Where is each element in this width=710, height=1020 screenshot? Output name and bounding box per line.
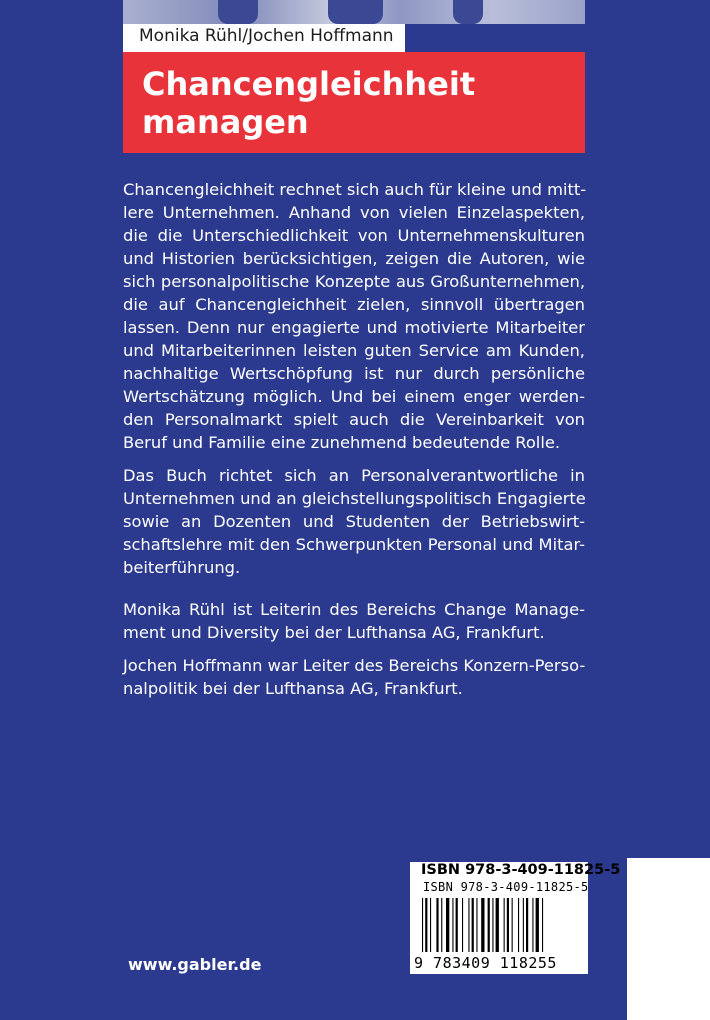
barcode-bar [422,898,423,952]
photo-detail [328,0,383,24]
barcode-bar [504,898,505,952]
barcode-bar [532,898,533,952]
paragraph1-line: Chancengleichheit rechnet sich auch für kleine und mitt- [123,180,587,199]
barcode-bar [496,898,499,952]
barcode-icon [414,896,584,954]
barcode-bar [468,898,469,952]
paragraph1-line: lassen. Denn nur engagierte und motivierte Mitarbeiter [123,318,585,337]
bio2-line: nalpolitik bei der Lufthansa AG, Frankfurt. [123,679,463,698]
barcode-bar [456,898,458,952]
barcode-bar [518,898,519,952]
barcode-bar [481,898,484,952]
paragraph1-line: Beruf und Familie eine zunehmend bedeutende Rolle. [123,433,561,452]
paragraph1-line: und Mitarbeiterinnen leisten guten Service am Kunden, [123,341,585,360]
isbn-small: ISBN 978-3-409-11825-5 [423,880,589,894]
bio2-line: Jochen Hoffmann war Leiter des Bereichs Konzern-Perso- [123,656,586,675]
barcode-bar [512,898,513,952]
photo-detail [453,0,483,24]
barcode-bar [436,898,438,952]
bio1-line: ment und Diversity bei der Lufthansa AG, Frankfurt. [123,623,545,642]
title-line-1: Chancengleichheit [142,65,476,103]
paragraph2-line: Das Buch richtet sich an Personalverantwortliche in [123,466,585,485]
photo-detail [218,0,258,24]
barcode-bar [441,898,442,952]
isbn-label: ISBN 978-3-409-11825-5 [421,862,621,878]
barcode-bar [488,898,490,952]
barcode-bar [446,898,449,952]
paragraph1-line: Wertschätzung möglich. Und bei einem enger werden- [123,387,585,406]
barcode-digits: 9 783409 118255 [414,954,557,972]
title-line-2: managen [142,103,309,141]
paragraph1-line: lere Unternehmen. Anhand von vielen Einzelaspekten, [123,203,585,222]
paragraph2-line: sowie an Dozenten und Studenten der Betriebswirt- [123,512,585,531]
barcode-bar [536,898,539,952]
barcode-bar [492,898,493,952]
barcode-bar [425,898,427,952]
barcode-bar [526,898,528,952]
bio1-line: Monika Rühl ist Leiterin des Bereichs Change Manage- [123,600,585,619]
paragraph2-line: beiterführung. [123,558,241,577]
barcode-bar [507,898,509,952]
barcode-bar [523,898,524,952]
paragraph1-line: die auf Chancengleichheit zielen, sinnvoll übertragen [123,295,585,314]
paragraph1-line: sich personalpolitische Konzepte aus Großunternehmen, [123,272,585,291]
barcode-bar [452,898,453,952]
authors: Monika Rühl/Jochen Hoffmann [139,26,394,46]
paragraph1-line: nachhaltige Wertschöpfung ist nur durch persönliche [123,364,585,383]
publisher-url: www.gabler.de [128,955,262,974]
paragraph1-line: und Historien berücksichtigen, zeigen die Autoren, wie [123,249,585,268]
barcode-bar [542,898,543,952]
paragraph1-line: die die Unterschiedlichkeit von Unternehmenskulturen [123,226,585,245]
barcode-bar [476,898,477,952]
barcode-bar [472,898,474,952]
paragraph1-line: den Personalmarkt spielt auch die Vereinbarkeit von [123,410,585,429]
paragraph2-line: Unternehmen und an gleichstellungspolitisch Engagierte [123,489,586,508]
barcode-bar [430,898,431,952]
cover-photo-strip [123,0,585,24]
barcode-bar [462,898,463,952]
white-label-tab [627,858,710,1020]
paragraph2-line: schaftslehre mit den Schwerpunkten Personal und Mitar- [123,535,585,554]
